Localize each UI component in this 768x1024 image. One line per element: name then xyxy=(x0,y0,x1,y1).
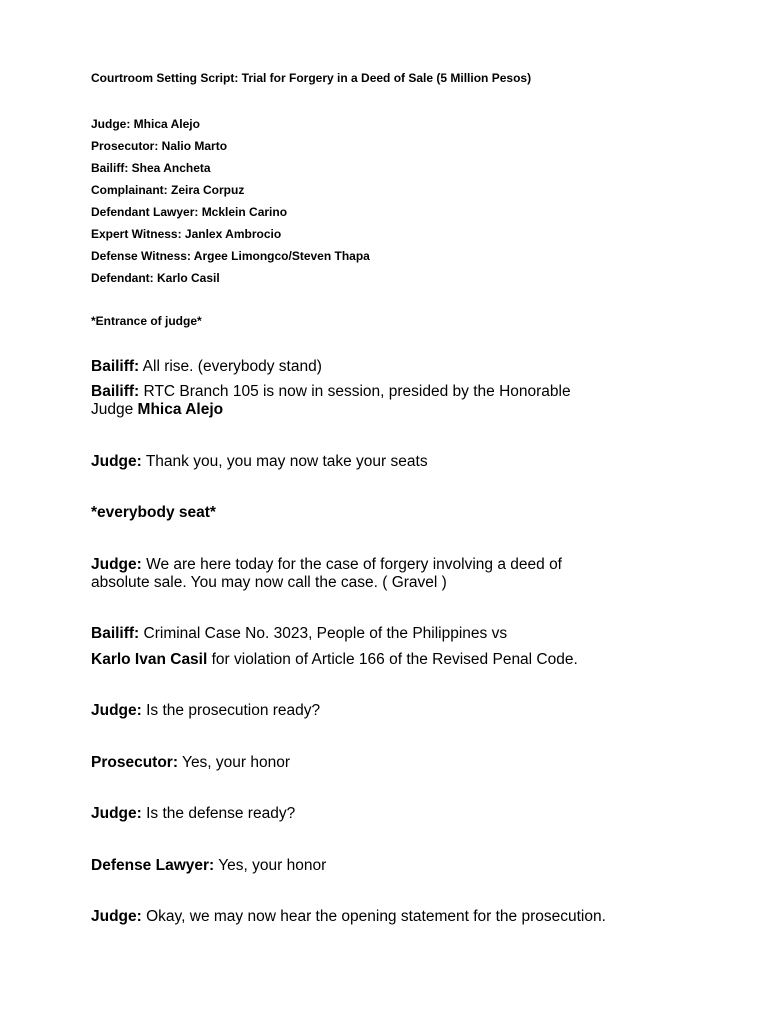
line-text: Okay, we may now hear the opening statement for the prosecution. xyxy=(141,908,606,925)
stage-direction-entrance: *Entrance of judge* xyxy=(91,314,202,328)
speaker-label: Bailiff: xyxy=(91,625,140,642)
cast-defendant-lawyer: Defendant Lawyer: Mcklein Carino xyxy=(91,205,288,219)
script-line xyxy=(91,625,507,643)
judge-name: Mhica Alejo xyxy=(137,401,224,418)
speaker-label: Judge: xyxy=(91,908,142,925)
line-text: Yes, your honor xyxy=(214,857,327,874)
speaker-label: Defense Lawyer: xyxy=(91,857,215,874)
document-title: Courtroom Setting Script: Trial for Forgery in a Deed of Sale (5 Million Pesos) xyxy=(91,71,532,85)
script-line-continuation xyxy=(91,574,447,592)
cast-complainant: Complainant: Zeira Corpuz xyxy=(91,183,245,197)
script-line xyxy=(91,857,326,875)
script-line xyxy=(91,556,562,574)
cast-bailiff: Bailiff: Shea Ancheta xyxy=(91,161,211,175)
line-text: Is the prosecution ready? xyxy=(141,702,321,719)
line-text: Is the defense ready? xyxy=(141,805,296,822)
speaker-label: Bailiff: xyxy=(91,358,140,375)
cast-defense-witness: Defense Witness: Argee Limongco/Steven Thapa xyxy=(91,249,370,263)
line-text: Yes, your honor xyxy=(178,754,291,771)
line-text: for violation of Article 166 of the Revised Penal Code. xyxy=(207,651,578,668)
script-line xyxy=(91,908,606,926)
stage-direction-seat: *everybody seat* xyxy=(91,504,216,521)
speaker-label: Judge: xyxy=(91,702,142,719)
line-text: Thank you, you may now take your seats xyxy=(141,453,428,470)
script-line-continuation xyxy=(91,401,223,419)
cast-expert-witness: Expert Witness: Janlex Ambrocio xyxy=(91,227,282,241)
line-text: We are here today for the case of forgery involving a deed of xyxy=(141,556,562,573)
cast-judge: Judge: Mhica Alejo xyxy=(91,117,200,131)
cast-defendant: Defendant: Karlo Casil xyxy=(91,271,220,285)
script-line xyxy=(91,805,295,823)
speaker-label: Bailiff: xyxy=(91,383,140,400)
script-line xyxy=(91,754,290,772)
line-text: Judge xyxy=(91,401,138,418)
cast-prosecutor: Prosecutor: Nalio Marto xyxy=(91,139,228,153)
script-line xyxy=(91,358,322,376)
speaker-label: Judge: xyxy=(91,556,142,573)
script-line xyxy=(91,651,578,669)
line-text: All rise. (everybody stand) xyxy=(139,358,322,375)
defendant-name: Karlo Ivan Casil xyxy=(91,651,208,668)
line-text: RTC Branch 105 is now in session, presided by the Honorable xyxy=(139,383,571,400)
line-text: absolute sale. You may now call the case. ( Gravel ) xyxy=(91,574,447,591)
speaker-label: Judge: xyxy=(91,805,142,822)
script-line xyxy=(91,383,571,401)
speaker-label: Prosecutor: xyxy=(91,754,178,771)
script-line xyxy=(91,702,320,720)
line-text: Criminal Case No. 3023, People of the Philippines vs xyxy=(139,625,508,642)
script-line xyxy=(91,453,428,471)
speaker-label: Judge: xyxy=(91,453,142,470)
